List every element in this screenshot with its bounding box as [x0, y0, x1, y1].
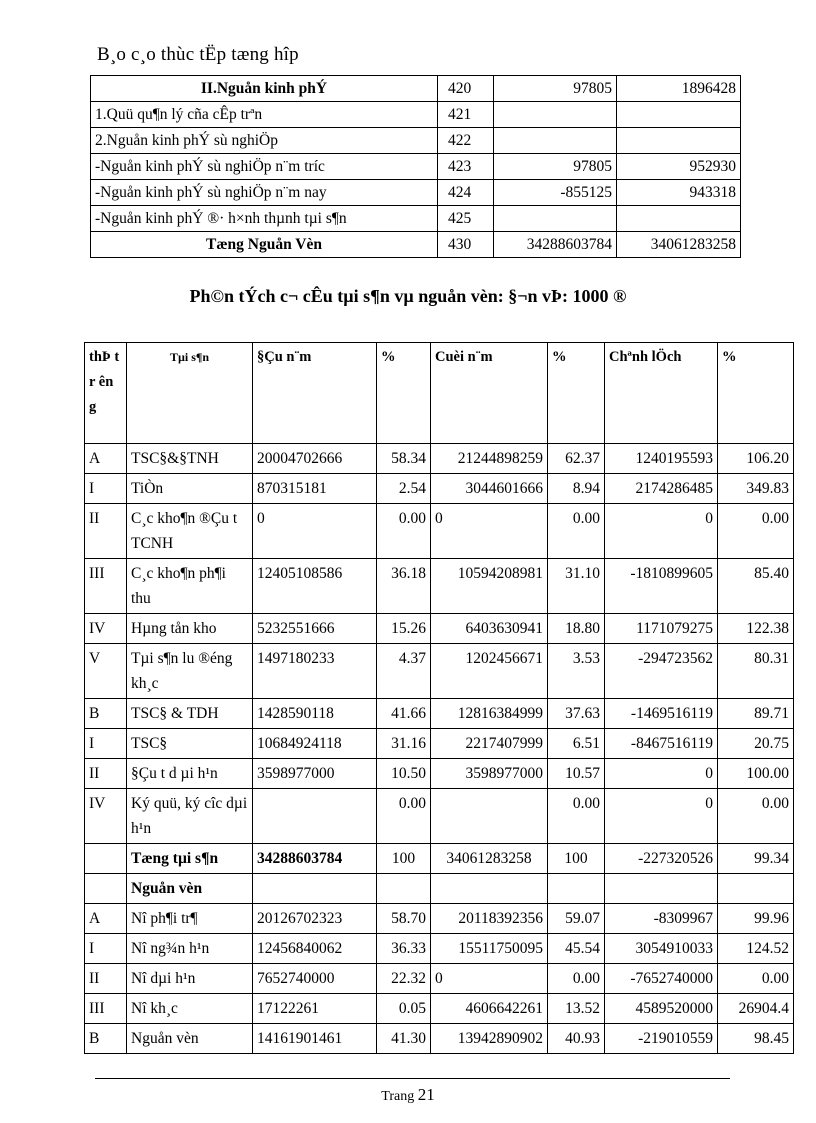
cell-end: 1202456671 [431, 644, 548, 699]
cell-label: 2.Nguån kinh phÝ sù nghiÖp [91, 128, 438, 154]
cell-index: II [85, 759, 127, 789]
cell-code: 421 [438, 102, 494, 128]
cell-label: 1.Quü qu¶n lý cña cÊp trªn [91, 102, 438, 128]
cell-begin-pct: 41.66 [377, 699, 431, 729]
cell-end: 13942890902 [431, 1024, 548, 1054]
cell-end: 2217407999 [431, 729, 548, 759]
cell-diff: -227320526 [605, 844, 718, 874]
header-cell: % [377, 343, 431, 444]
cell-item: Tµi s¶n lu ®éng kh¸c [127, 644, 253, 699]
cell-begin: 870315181 [253, 474, 377, 504]
cell-begin: 3598977000 [253, 759, 377, 789]
cell-begin [253, 789, 377, 844]
header-cell: Tµi s¶n [127, 343, 253, 444]
cell-begin: 14161901461 [253, 1024, 377, 1054]
footer-divider [95, 1078, 730, 1079]
cell-diff: 3054910033 [605, 934, 718, 964]
cell-diff: -1469516119 [605, 699, 718, 729]
cell-diff: 0 [605, 759, 718, 789]
table-row [85, 504, 794, 559]
cell-v1: 97805 [494, 154, 617, 180]
cell-begin: 7652740000 [253, 964, 377, 994]
cell-diff-pct: 106.20 [718, 444, 794, 474]
cell-begin-pct: 58.70 [377, 904, 431, 934]
table-header-row [85, 343, 794, 444]
cell-diff-pct: 89.71 [718, 699, 794, 729]
cell-index: I [85, 729, 127, 759]
cell-begin: 5232551666 [253, 614, 377, 644]
cell-diff-pct: 124.52 [718, 934, 794, 964]
cell-end-pct: 18.80 [548, 614, 605, 644]
cell-begin: 34288603784 [253, 844, 377, 874]
cell-item: TSC§&§TNH [127, 444, 253, 474]
cell-begin-pct: 41.30 [377, 1024, 431, 1054]
cell-index [85, 844, 127, 874]
cell-end: 0 [431, 504, 548, 559]
cell-index: III [85, 559, 127, 614]
cell-end: 21244898259 [431, 444, 548, 474]
cell-diff: -1810899605 [605, 559, 718, 614]
page-footer [0, 1085, 816, 1105]
cell-begin-pct: 4.37 [377, 644, 431, 699]
table-row [85, 994, 794, 1024]
cell-index: III [85, 994, 127, 1024]
header-cell: Chªnh lÖch [605, 343, 718, 444]
table-row [85, 559, 794, 614]
cell-index [85, 874, 127, 904]
cell-begin-pct [377, 874, 431, 904]
cell-end-pct: 8.94 [548, 474, 605, 504]
table-row [85, 729, 794, 759]
table-row [85, 759, 794, 789]
cell-diff-pct: 0.00 [718, 789, 794, 844]
cell-begin: 20126702323 [253, 904, 377, 934]
cell-diff-pct: 100.00 [718, 759, 794, 789]
cell-begin-pct: 100 [377, 844, 431, 874]
cell-diff-pct: 99.96 [718, 904, 794, 934]
cell-item: Tæng tµi s¶n [127, 844, 253, 874]
cell-begin-pct: 0.05 [377, 994, 431, 1024]
cell-v1 [494, 102, 617, 128]
cell-v1: -855125 [494, 180, 617, 206]
table-row [91, 128, 741, 154]
cell-item: Nî kh¸c [127, 994, 253, 1024]
cell-code: 425 [438, 206, 494, 232]
table-row [85, 934, 794, 964]
cell-end-pct: 37.63 [548, 699, 605, 729]
cell-v2 [617, 128, 741, 154]
table-row [91, 76, 741, 102]
cell-diff-pct: 85.40 [718, 559, 794, 614]
cell-index: B [85, 1024, 127, 1054]
cell-end-pct: 6.51 [548, 729, 605, 759]
cell-end-pct [548, 874, 605, 904]
cell-end: 3044601666 [431, 474, 548, 504]
cell-item: Nguån vèn [127, 1024, 253, 1054]
cell-begin-pct: 2.54 [377, 474, 431, 504]
cell-begin: 1428590118 [253, 699, 377, 729]
cell-index: II [85, 964, 127, 994]
cell-begin: 12456840062 [253, 934, 377, 964]
cell-item: Nguån vèn [127, 874, 253, 904]
cell-begin-pct: 36.33 [377, 934, 431, 964]
footer-label: Trang [381, 1089, 415, 1104]
cell-diff-pct: 122.38 [718, 614, 794, 644]
table-row [91, 180, 741, 206]
cell-v1: 97805 [494, 76, 617, 102]
cell-diff: -294723562 [605, 644, 718, 699]
cell-begin: 0 [253, 504, 377, 559]
header-cell: % [548, 343, 605, 444]
cell-diff: -219010559 [605, 1024, 718, 1054]
table-row [91, 206, 741, 232]
cell-begin: 10684924118 [253, 729, 377, 759]
cell-begin-pct: 31.16 [377, 729, 431, 759]
cell-item: Nî ph¶i tr¶ [127, 904, 253, 934]
cell-label: -Nguån kinh phÝ sù nghiÖp n¨m tríc [91, 154, 438, 180]
cell-label: Tæng Nguån Vèn [91, 232, 438, 258]
cell-diff [605, 874, 718, 904]
cell-end-pct: 0.00 [548, 964, 605, 994]
cell-item: TSC§ & TDH [127, 699, 253, 729]
cell-begin: 1497180233 [253, 644, 377, 699]
cell-item: Nî dµi h¹n [127, 964, 253, 994]
cell-index: IV [85, 614, 127, 644]
cell-diff-pct [718, 874, 794, 904]
cell-item: Nî ng¾n h¹n [127, 934, 253, 964]
cell-diff-pct: 26904.4 [718, 994, 794, 1024]
table-row [85, 844, 794, 874]
cell-diff: -8309967 [605, 904, 718, 934]
cell-diff: 4589520000 [605, 994, 718, 1024]
cell-index: IV [85, 789, 127, 844]
cell-index: A [85, 444, 127, 474]
cell-code: 423 [438, 154, 494, 180]
cell-index: I [85, 474, 127, 504]
header-cell: thÞ tr ên g [85, 343, 127, 444]
header-cell: §Çu n¨m [253, 343, 377, 444]
table-row [85, 474, 794, 504]
cell-diff: 0 [605, 504, 718, 559]
cell-v1: 34288603784 [494, 232, 617, 258]
cell-begin-pct: 0.00 [377, 504, 431, 559]
cell-end: 12816384999 [431, 699, 548, 729]
cell-diff-pct: 20.75 [718, 729, 794, 759]
cell-begin: 17122261 [253, 994, 377, 1024]
table-row [85, 614, 794, 644]
cell-index: V [85, 644, 127, 699]
cell-end [431, 789, 548, 844]
cell-item: TSC§ [127, 729, 253, 759]
cell-end: 20118392356 [431, 904, 548, 934]
cell-item: TiÒn [127, 474, 253, 504]
cell-index: I [85, 934, 127, 964]
cell-diff: 2174286485 [605, 474, 718, 504]
header-cell: Cuèi n¨m [431, 343, 548, 444]
cell-label: -Nguån kinh phÝ ®· h×nh thµnh tµi s¶n [91, 206, 438, 232]
cell-code: 422 [438, 128, 494, 154]
page-number: 21 [417, 1085, 435, 1104]
cell-end-pct: 59.07 [548, 904, 605, 934]
cell-begin-pct: 22.32 [377, 964, 431, 994]
cell-begin-pct: 36.18 [377, 559, 431, 614]
table-row [85, 1024, 794, 1054]
cell-diff: -7652740000 [605, 964, 718, 994]
cell-end-pct: 45.54 [548, 934, 605, 964]
table-row [85, 874, 794, 904]
cell-begin-pct: 10.50 [377, 759, 431, 789]
cell-item: Hµng tån kho [127, 614, 253, 644]
cell-end-pct: 0.00 [548, 789, 605, 844]
cell-index: B [85, 699, 127, 729]
cell-end [431, 874, 548, 904]
cell-diff-pct: 99.34 [718, 844, 794, 874]
cell-v2: 34061283258 [617, 232, 741, 258]
cell-item: C¸c kho¶n ph¶i thu [127, 559, 253, 614]
cell-item: C¸c kho¶n ®Çu t TCNH [127, 504, 253, 559]
cell-diff-pct: 80.31 [718, 644, 794, 699]
cell-end-pct: 13.52 [548, 994, 605, 1024]
cell-end-pct: 10.57 [548, 759, 605, 789]
cell-end: 10594208981 [431, 559, 548, 614]
cell-label: II.Nguån kinh phÝ [91, 76, 438, 102]
cell-end-pct: 40.93 [548, 1024, 605, 1054]
cell-code: 424 [438, 180, 494, 206]
cell-begin: 12405108586 [253, 559, 377, 614]
cell-end-pct: 62.37 [548, 444, 605, 474]
section-title: Ph©n tÝch c¬ cÊu tµi s¶n vµ nguån vèn: §¬n vÞ: 1000 ® [189, 286, 627, 306]
cell-end: 34061283258 [431, 844, 548, 874]
cell-v1 [494, 128, 617, 154]
cell-diff-pct: 98.45 [718, 1024, 794, 1054]
table-row [85, 789, 794, 844]
table-row [85, 644, 794, 699]
cell-diff: -8467516119 [605, 729, 718, 759]
table-row [85, 699, 794, 729]
cell-begin-pct: 0.00 [377, 789, 431, 844]
table-row [85, 964, 794, 994]
table-row [91, 232, 741, 258]
cell-end: 0 [431, 964, 548, 994]
cell-item: Ký quü, ký cîc dµi h¹n [127, 789, 253, 844]
cell-v2: 952930 [617, 154, 741, 180]
cell-v2 [617, 206, 741, 232]
cell-item: §Çu t d µi h¹n [127, 759, 253, 789]
cell-end: 4606642261 [431, 994, 548, 1024]
cell-begin-pct: 15.26 [377, 614, 431, 644]
cell-diff: 1171079275 [605, 614, 718, 644]
cell-index: II [85, 504, 127, 559]
cell-label: -Nguån kinh phÝ sù nghiÖp n¨m nay [91, 180, 438, 206]
cell-begin [253, 874, 377, 904]
cell-end: 3598977000 [431, 759, 548, 789]
cell-v2: 1896428 [617, 76, 741, 102]
cell-diff: 0 [605, 789, 718, 844]
cell-begin-pct: 58.34 [377, 444, 431, 474]
cell-end: 6403630941 [431, 614, 548, 644]
table-row [85, 444, 794, 474]
cell-end-pct: 0.00 [548, 504, 605, 559]
header-cell: % [718, 343, 794, 444]
cell-end: 15511750095 [431, 934, 548, 964]
table-row [91, 154, 741, 180]
cell-end-pct: 31.10 [548, 559, 605, 614]
cell-code: 430 [438, 232, 494, 258]
cell-end-pct: 3.53 [548, 644, 605, 699]
cell-v2: 943318 [617, 180, 741, 206]
asset-capital-analysis-table [84, 342, 794, 1054]
cell-diff: 1240195593 [605, 444, 718, 474]
cell-v1 [494, 206, 617, 232]
cell-diff-pct: 0.00 [718, 964, 794, 994]
table-row [85, 904, 794, 934]
capital-summary-table [90, 75, 741, 258]
cell-diff-pct: 349.83 [718, 474, 794, 504]
cell-diff-pct: 0.00 [718, 504, 794, 559]
cell-v2 [617, 102, 741, 128]
cell-end-pct: 100 [548, 844, 605, 874]
cell-code: 420 [438, 76, 494, 102]
cell-begin: 20004702666 [253, 444, 377, 474]
table-row [91, 102, 741, 128]
cell-index: A [85, 904, 127, 934]
report-header: B¸o c¸o thùc tËp tæng hîp [97, 44, 299, 65]
